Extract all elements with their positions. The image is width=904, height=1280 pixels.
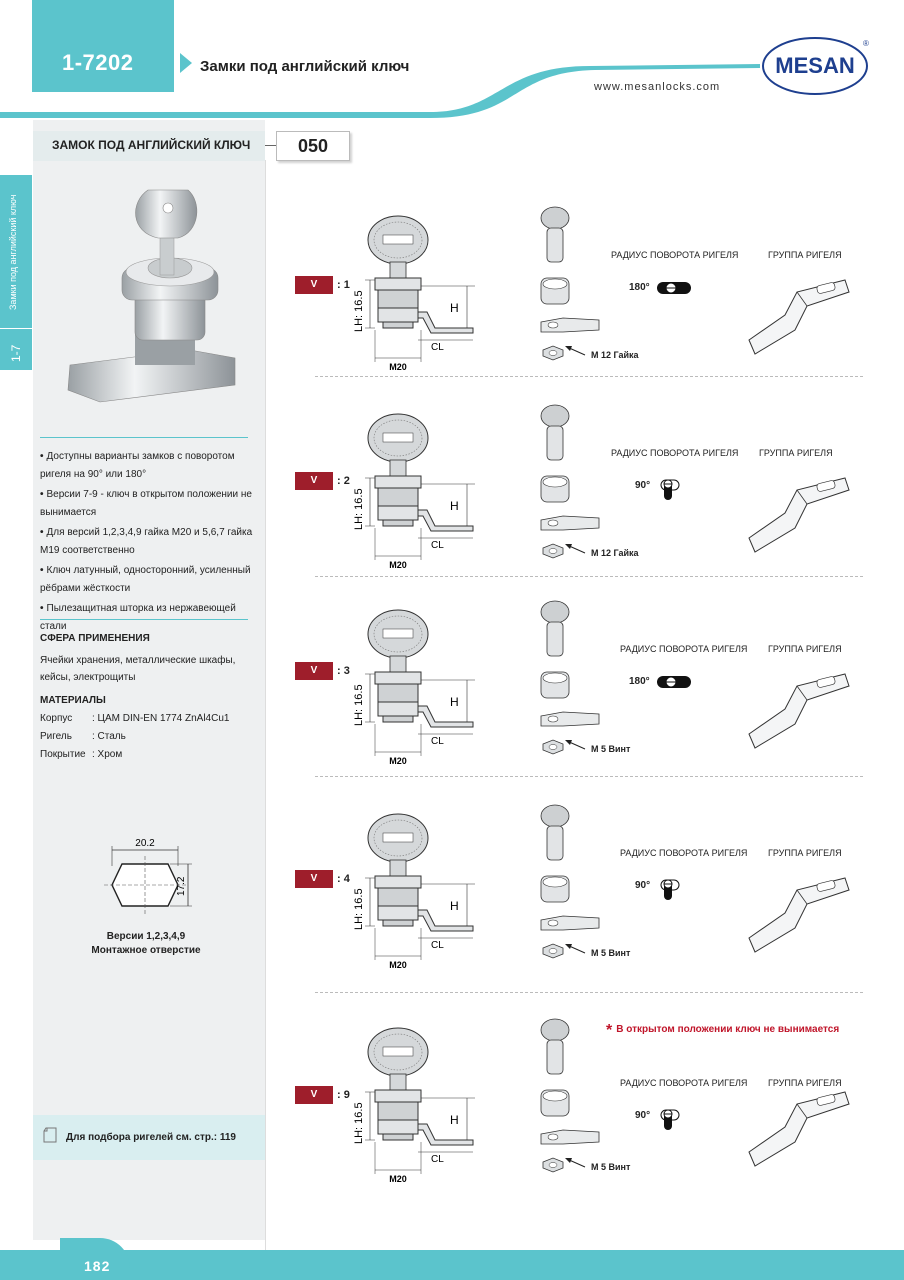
asterisk-icon: *: [606, 1022, 613, 1039]
lock-technical-drawing: [345, 398, 505, 573]
material-row: [40, 749, 122, 760]
material-row: [40, 731, 126, 742]
application-title: СФЕРА ПРИМЕНЕНИЯ: [40, 633, 150, 644]
mount-height: 17.2: [176, 876, 187, 896]
mounting-caption-line2: Монтажное отверстие: [91, 945, 201, 956]
feature-item: [40, 600, 260, 636]
rotation-indicator-icon: [657, 872, 697, 900]
lock-technical-drawing: [345, 200, 505, 375]
side-tab-divider: [0, 328, 32, 329]
material-key: Корпус: [40, 713, 73, 724]
bullet-icon: •: [40, 565, 44, 576]
dimension-m20: M20: [389, 1174, 407, 1184]
lock-technical-drawing: [345, 594, 505, 769]
dimension-m20: M20: [389, 756, 407, 766]
dimension-h: H: [450, 301, 459, 315]
dimension-m20: M20: [389, 960, 407, 970]
row-separator: [315, 376, 863, 377]
cam-drawing: [745, 664, 855, 754]
arrow-left-icon: [565, 941, 587, 955]
dimension-h: H: [450, 499, 459, 513]
feature-text: Ключ латунный, односторонний, усиленный рёбрами жёсткости: [40, 565, 251, 594]
dimension-cl: CL: [431, 342, 444, 353]
dimension-m20: M20: [389, 560, 407, 570]
mesan-logo: [760, 36, 870, 96]
logo-text: MESAN: [775, 53, 855, 78]
variant-badge: V: [295, 870, 333, 888]
cam-group-label: ГРУППА РИГЕЛЯ: [759, 448, 833, 458]
dimension-h: H: [450, 1113, 459, 1127]
rotation-label: РАДИУС ПОВОРОТА РИГЕЛЯ: [611, 250, 739, 260]
side-tab-label: Замки под английский ключ: [8, 194, 18, 310]
arrow-left-icon: [565, 737, 587, 751]
dimension-lh: LH: 16.5: [353, 1102, 365, 1144]
cam-group-label: ГРУППА РИГЕЛЯ: [768, 250, 842, 260]
rotation-label: РАДИУС ПОВОРОТА РИГЕЛЯ: [611, 448, 739, 458]
row-separator: [315, 776, 863, 777]
bullet-icon: •: [40, 451, 44, 462]
page-reference-icon: [42, 1126, 60, 1144]
warning-note: [606, 1022, 839, 1040]
rotation-angle: 180°: [629, 282, 650, 293]
rotation-indicator-icon: [655, 274, 695, 302]
dimension-cl: CL: [431, 1154, 444, 1165]
rotation-label: РАДИУС ПОВОРОТА РИГЕЛЯ: [620, 848, 748, 858]
bullet-icon: •: [40, 489, 44, 500]
material-row: [40, 713, 229, 724]
rotation-label: РАДИУС ПОВОРОТА РИГЕЛЯ: [620, 1078, 748, 1088]
cam-group-label: ГРУППА РИГЕЛЯ: [768, 1078, 842, 1088]
material-value: : ЦАМ DIN-EN 1774 ZnAl4Cu1: [92, 713, 230, 724]
fastener-label: M 5 Винт: [591, 744, 631, 754]
bullet-icon: •: [40, 527, 44, 538]
feature-item: [40, 562, 260, 598]
arrow-left-icon: [565, 1155, 587, 1169]
feature-list: [40, 448, 260, 638]
feature-text: Версии 7-9 - ключ в открытом положении не вынимается: [40, 489, 252, 518]
cam-drawing: [745, 868, 855, 958]
materials-title: МАТЕРИАЛЫ: [40, 695, 106, 706]
lock-technical-drawing: [345, 1012, 505, 1187]
feature-text: Пылезащитная шторка из нержавеющей стали: [40, 603, 236, 632]
feature-item: [40, 524, 260, 560]
bullet-icon: •: [40, 603, 44, 614]
rotation-label: РАДИУС ПОВОРОТА РИГЕЛЯ: [620, 644, 748, 654]
dimension-cl: CL: [431, 540, 444, 551]
rotation-indicator-icon: [657, 1102, 697, 1130]
product-code: 050: [297, 136, 329, 156]
lock-technical-drawing: [345, 798, 505, 973]
footer-bar: [0, 1250, 904, 1280]
variant-badge: V: [295, 472, 333, 490]
dimension-lh: LH: 16.5: [353, 290, 365, 332]
product-code-box: [276, 131, 350, 161]
cam-note-text[interactable]: Для подбора ригелей см. стр.: 119: [66, 1132, 236, 1143]
side-tab-number: 1-7: [9, 344, 23, 362]
page-number: 182: [84, 1258, 111, 1274]
rotation-indicator-icon: [657, 472, 697, 500]
material-value: : Сталь: [92, 731, 126, 742]
mount-width: 20.2: [135, 838, 155, 849]
divider: [40, 619, 248, 620]
dimension-lh: LH: 16.5: [353, 488, 365, 530]
cam-group-label: ГРУППА РИГЕЛЯ: [768, 644, 842, 654]
dimension-m20: M20: [389, 362, 407, 372]
fastener-label: M 12 Гайка: [591, 548, 639, 558]
header-arrow-icon: [180, 53, 192, 73]
variant-badge: V: [295, 276, 333, 294]
mounting-hole-drawing: [100, 830, 210, 930]
application-text: Ячейки хранения, металлические шкафы, кейсы, электрощиты: [40, 655, 236, 683]
arrow-left-icon: [565, 541, 587, 555]
variant-badge: V: [295, 662, 333, 680]
fastener-label: M 5 Винт: [591, 1162, 631, 1172]
variant-number: : 4: [337, 873, 350, 885]
material-key: Ригель: [40, 731, 72, 742]
dimension-cl: CL: [431, 736, 444, 747]
dimension-h: H: [450, 899, 459, 913]
rotation-indicator-icon: [655, 668, 695, 696]
feature-item: [40, 486, 260, 522]
feature-text: Для версий 1,2,3,4,9 гайка M20 и 5,6,7 гайка M19 соответственно: [40, 527, 253, 556]
dimension-h: H: [450, 695, 459, 709]
rotation-angle: 90°: [635, 880, 651, 891]
variant-number: : 9: [337, 1089, 350, 1101]
variant-number: : 3: [337, 665, 350, 677]
cam-drawing: [745, 270, 855, 360]
variant-number: : 1: [337, 279, 350, 291]
column-divider: [265, 160, 266, 1250]
section-title: ЗАМОК ПОД АНГЛИЙСКИЙ КЛЮЧ: [52, 138, 251, 152]
fastener-label: M 5 Винт: [591, 948, 631, 958]
material-value: : Хром: [92, 749, 123, 760]
cam-drawing: [745, 468, 855, 558]
divider: [40, 437, 248, 438]
cam-group-label: ГРУППА РИГЕЛЯ: [768, 848, 842, 858]
mounting-caption-line1: Версии 1,2,3,4,9: [106, 931, 186, 942]
page-title: Замки под английский ключ: [200, 58, 410, 75]
logo-registered: ®: [863, 39, 869, 48]
feature-item: [40, 448, 260, 484]
website-link[interactable]: www.mesanlocks.com: [594, 81, 721, 93]
product-photo: [60, 180, 250, 415]
dimension-cl: CL: [431, 940, 444, 951]
dimension-lh: LH: 16.5: [353, 888, 365, 930]
side-tab[interactable]: [0, 175, 32, 370]
mounting-caption: [62, 930, 230, 958]
cam-drawing: [745, 1082, 855, 1172]
rotation-angle: 90°: [635, 480, 651, 491]
fastener-label: M 12 Гайка: [591, 350, 639, 360]
warning-text: В открытом положении ключ не вынимается: [616, 1024, 840, 1035]
dimension-lh: LH: 16.5: [353, 684, 365, 726]
variant-badge: V: [295, 1086, 333, 1104]
rotation-angle: 180°: [629, 676, 650, 687]
material-key: Покрытие: [40, 749, 86, 760]
row-separator: [315, 992, 863, 993]
catalog-code-tab: [32, 0, 174, 92]
arrow-left-icon: [565, 343, 587, 357]
rotation-angle: 90°: [635, 1110, 651, 1121]
variant-number: : 2: [337, 475, 350, 487]
row-separator: [315, 576, 863, 577]
catalog-code: 1-7202: [62, 50, 134, 75]
feature-text: Доступны варианты замков с поворотом ригеля на 90° или 180°: [40, 451, 235, 480]
